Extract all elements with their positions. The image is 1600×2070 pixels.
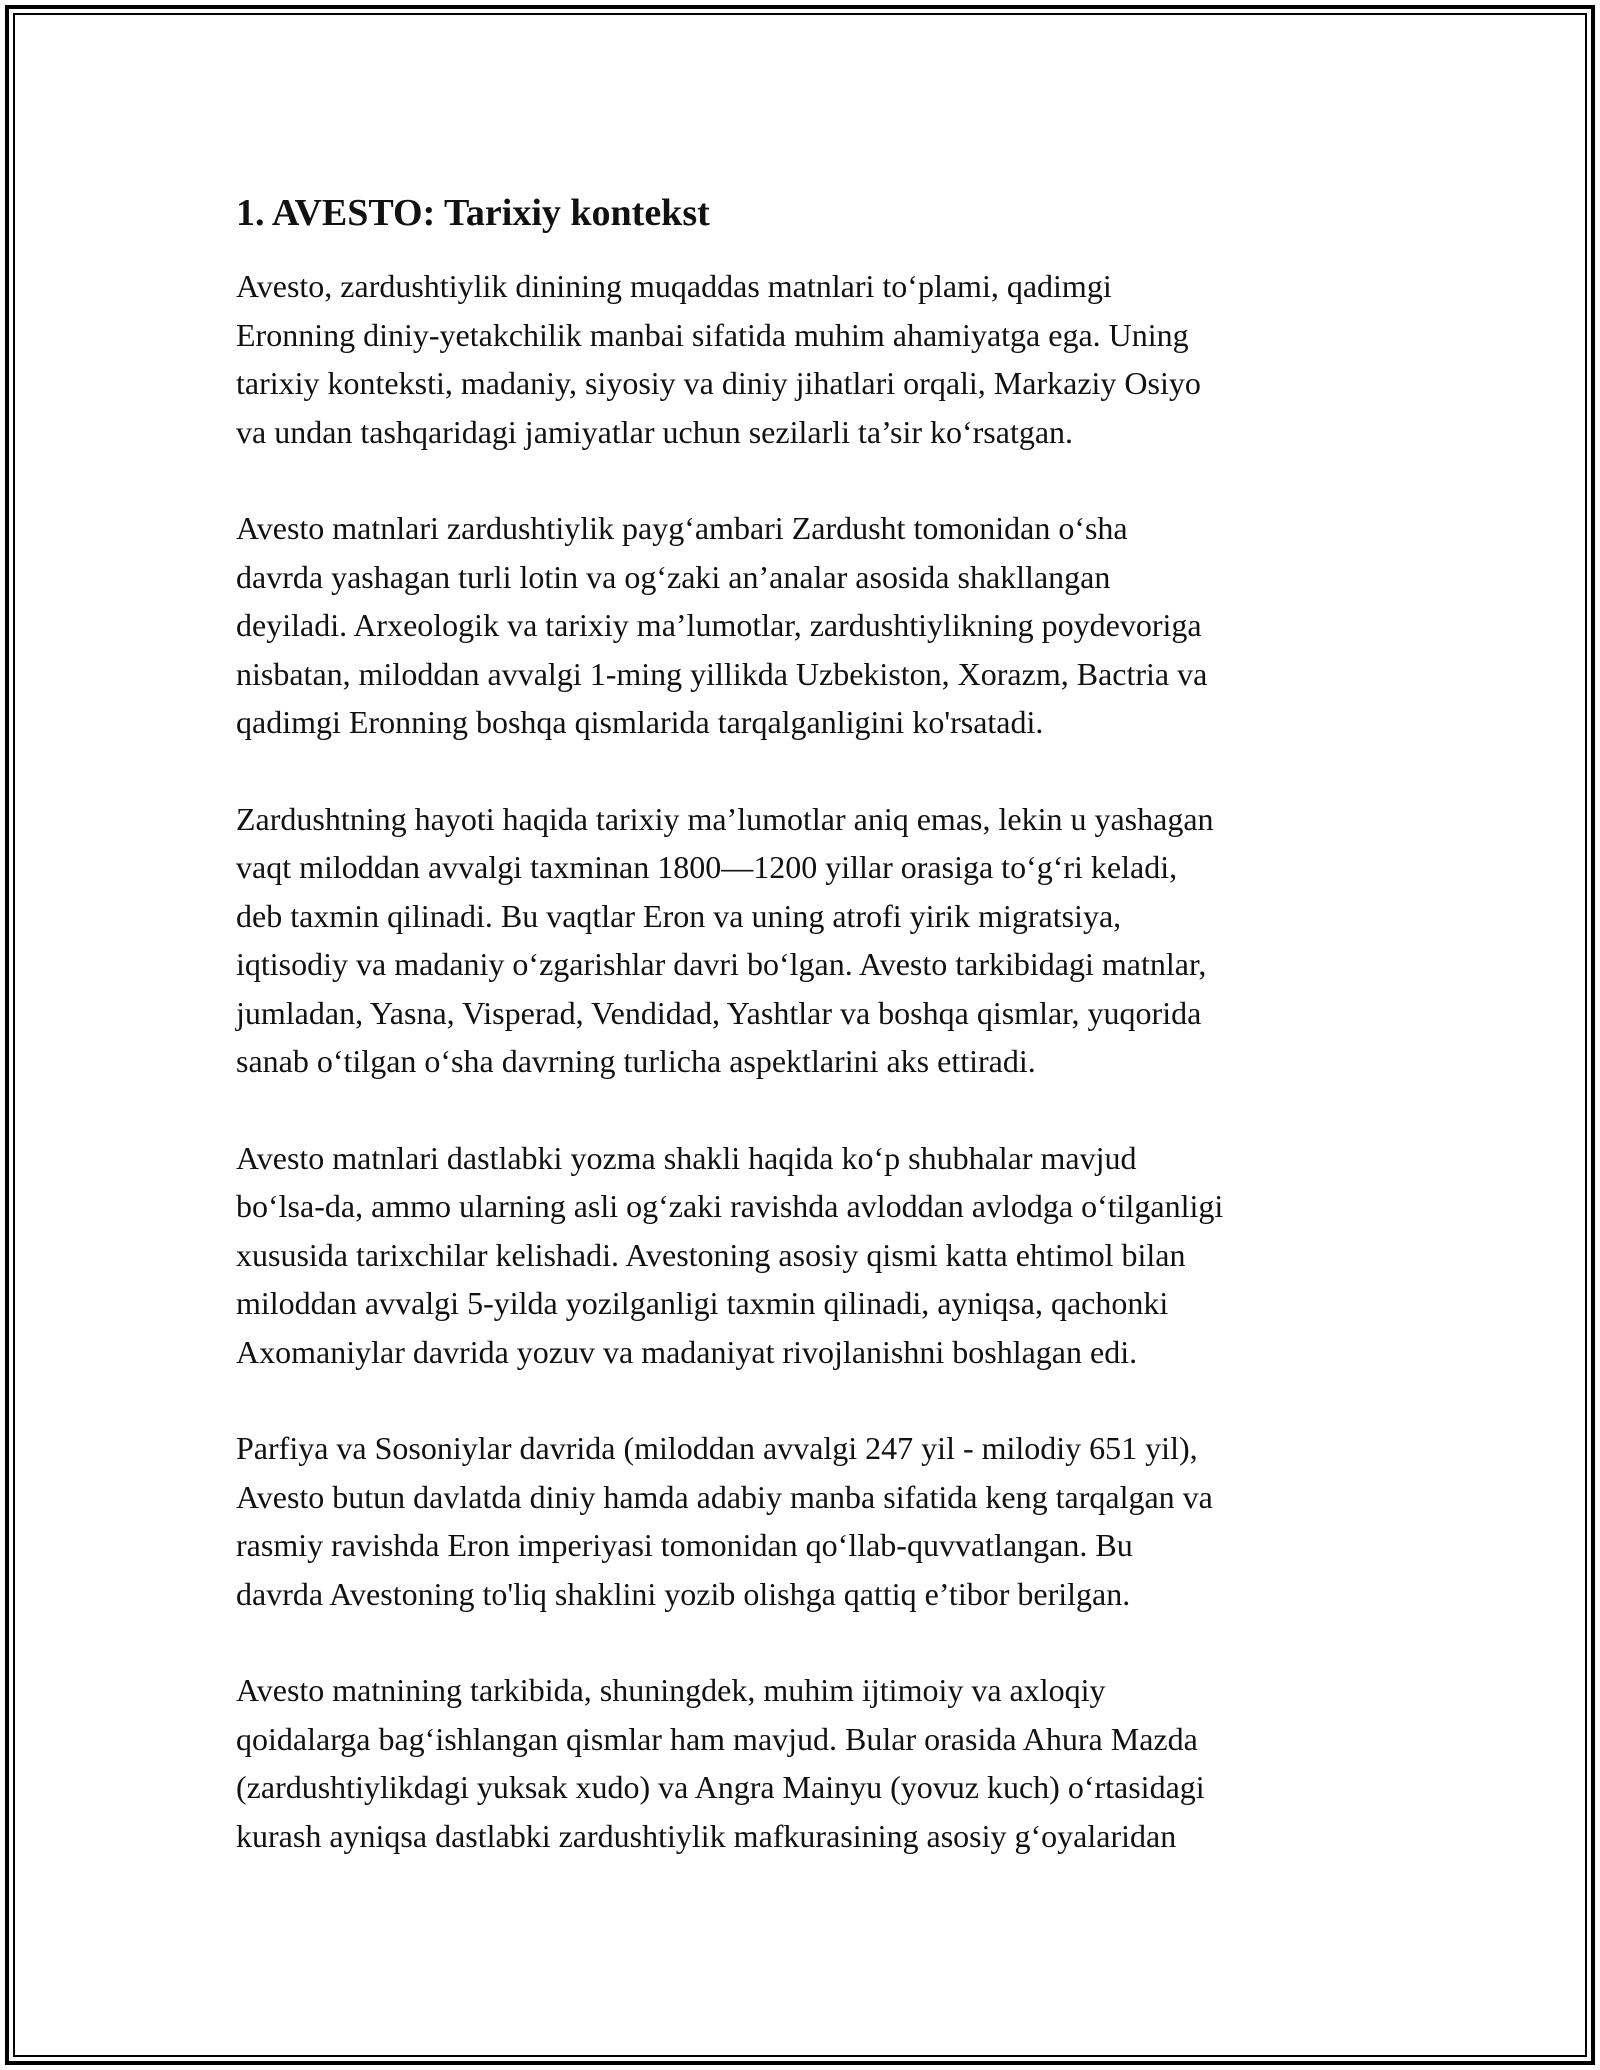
paragraph-5 (236, 1424, 1376, 1618)
paragraph-line: Avesto, zardushtiylik dinining muqaddas matnlari to‘plami, qadimgi (236, 268, 1112, 304)
paragraph-line: miloddan avvalgi 5-yilda yozilganligi taxmin qilinadi, ayniqsa, qachonki (236, 1285, 1169, 1321)
paragraph-line: xususida tarixchilar kelishadi. Avestoning asosiy qismi katta ehtimol bilan (236, 1236, 1186, 1273)
paragraph-6 (236, 1666, 1376, 1860)
paragraph-line: deb taxmin qilinadi. Bu vaqtlar Eron va uning atrofi yirik migratsiya, (236, 897, 1122, 934)
paragraph-line: sanab o‘tilgan o‘sha davrning turlicha aspektlarini aks ettiradi. (236, 1043, 1036, 1079)
paragraph-line: davrda Avestoning to'liq shaklini yozib olishga qattiq e’tibor berilgan. (236, 1575, 1131, 1612)
paragraph-line: Zardushtning hayoti haqida tarixiy ma’lumotlar aniq emas, lekin u yashagan (236, 800, 1214, 837)
paragraph-line: Parfiya va Sosoniylar davrida (miloddan avvalgi 247 yil - milodiy 651 yil), (236, 1430, 1198, 1466)
paragraph-line: vaqt miloddan avvalgi taxminan 1800—1200 yillar orasiga to‘g‘ri keladi, (236, 849, 1178, 885)
paragraph-line: va undan tashqaridagi jamiyatlar uchun sezilarli ta’sir ko‘rsatgan. (236, 413, 1074, 450)
section-heading: 1. AVESTO: Tarixiy kontekst (236, 192, 710, 234)
paragraph-2 (236, 504, 1376, 747)
paragraph-line: (zardushtiylikdagi yuksak xudo) va Angra Mainyu (yovuz kuch) o‘rtasidagi (236, 1769, 1205, 1805)
paragraph-line: Avesto matnining tarkibida, shuningdek, muhim ijtimoiy va axloqiy (236, 1672, 1106, 1708)
paragraph-line: Axomaniylar davrida yozuv va madaniyat rivojlanishni boshlagan edi. (236, 1333, 1138, 1370)
paragraph-line: rasmiy ravishda Eron imperiyasi tomonidan qo‘llab-quvvatlangan. Bu (236, 1527, 1133, 1563)
paragraph-line: nisbatan, miloddan avvalgi 1-ming yillikda Uzbekiston, Xorazm, Bactria va (236, 655, 1208, 692)
document-body (236, 186, 1376, 1908)
paragraph-line: jumladan, Yasna, Visperad, Vendidad, Yashtlar va boshqa qismlar, yuqorida (236, 994, 1202, 1031)
paragraph-line: qadimgi Eronning boshqa qismlarida tarqalganligini ko'rsatadi. (236, 704, 1044, 740)
paragraph-line: Avesto butun davlatda diniy hamda adabiy manba sifatida keng tarqalgan va (236, 1478, 1213, 1515)
paragraph-line: Avesto matnlari dastlabki yozma shakli haqida ko‘p shubhalar mavjud (236, 1139, 1137, 1176)
paragraph-line: qoidalarga bag‘ishlangan qismlar ham mavjud. Bular orasida Ahura Mazda (236, 1720, 1198, 1757)
paragraph-line: davrda yashagan turli lotin va og‘zaki an’analar asosida shakllangan (236, 558, 1111, 595)
paragraph-line: iqtisodiy va madaniy o‘zgarishlar davri bo‘lgan. Avesto tarkibidagi matnlar, (236, 946, 1207, 982)
paragraph-line: deyiladi. Arxeologik va tarixiy ma’lumotlar, zardushtiylikning poydevoriga (236, 607, 1202, 643)
paragraph-3 (236, 795, 1376, 1086)
paragraph-line: Eronning diniy-yetakchilik manbai sifatida muhim ahamiyatga ega. Uning (236, 316, 1189, 353)
paragraph-line: bo‘lsa-da, ammo ularning asli og‘zaki ravishda avloddan avlodga o‘tilganligi (236, 1188, 1224, 1224)
paragraph-line: Avesto matnlari zardushtiylik payg‘ambari Zardusht tomonidan o‘sha (236, 510, 1128, 546)
paragraph-4 (236, 1134, 1376, 1377)
paragraph-line: tarixiy konteksti, madaniy, siyosiy va diniy jihatlari orqali, Markaziy Osiyo (236, 365, 1201, 401)
paragraph-1 (236, 262, 1376, 456)
paragraph-line: kurash ayniqsa dastlabki zardushtiylik mafkurasining asosiy g‘oyalaridan (236, 1817, 1177, 1854)
